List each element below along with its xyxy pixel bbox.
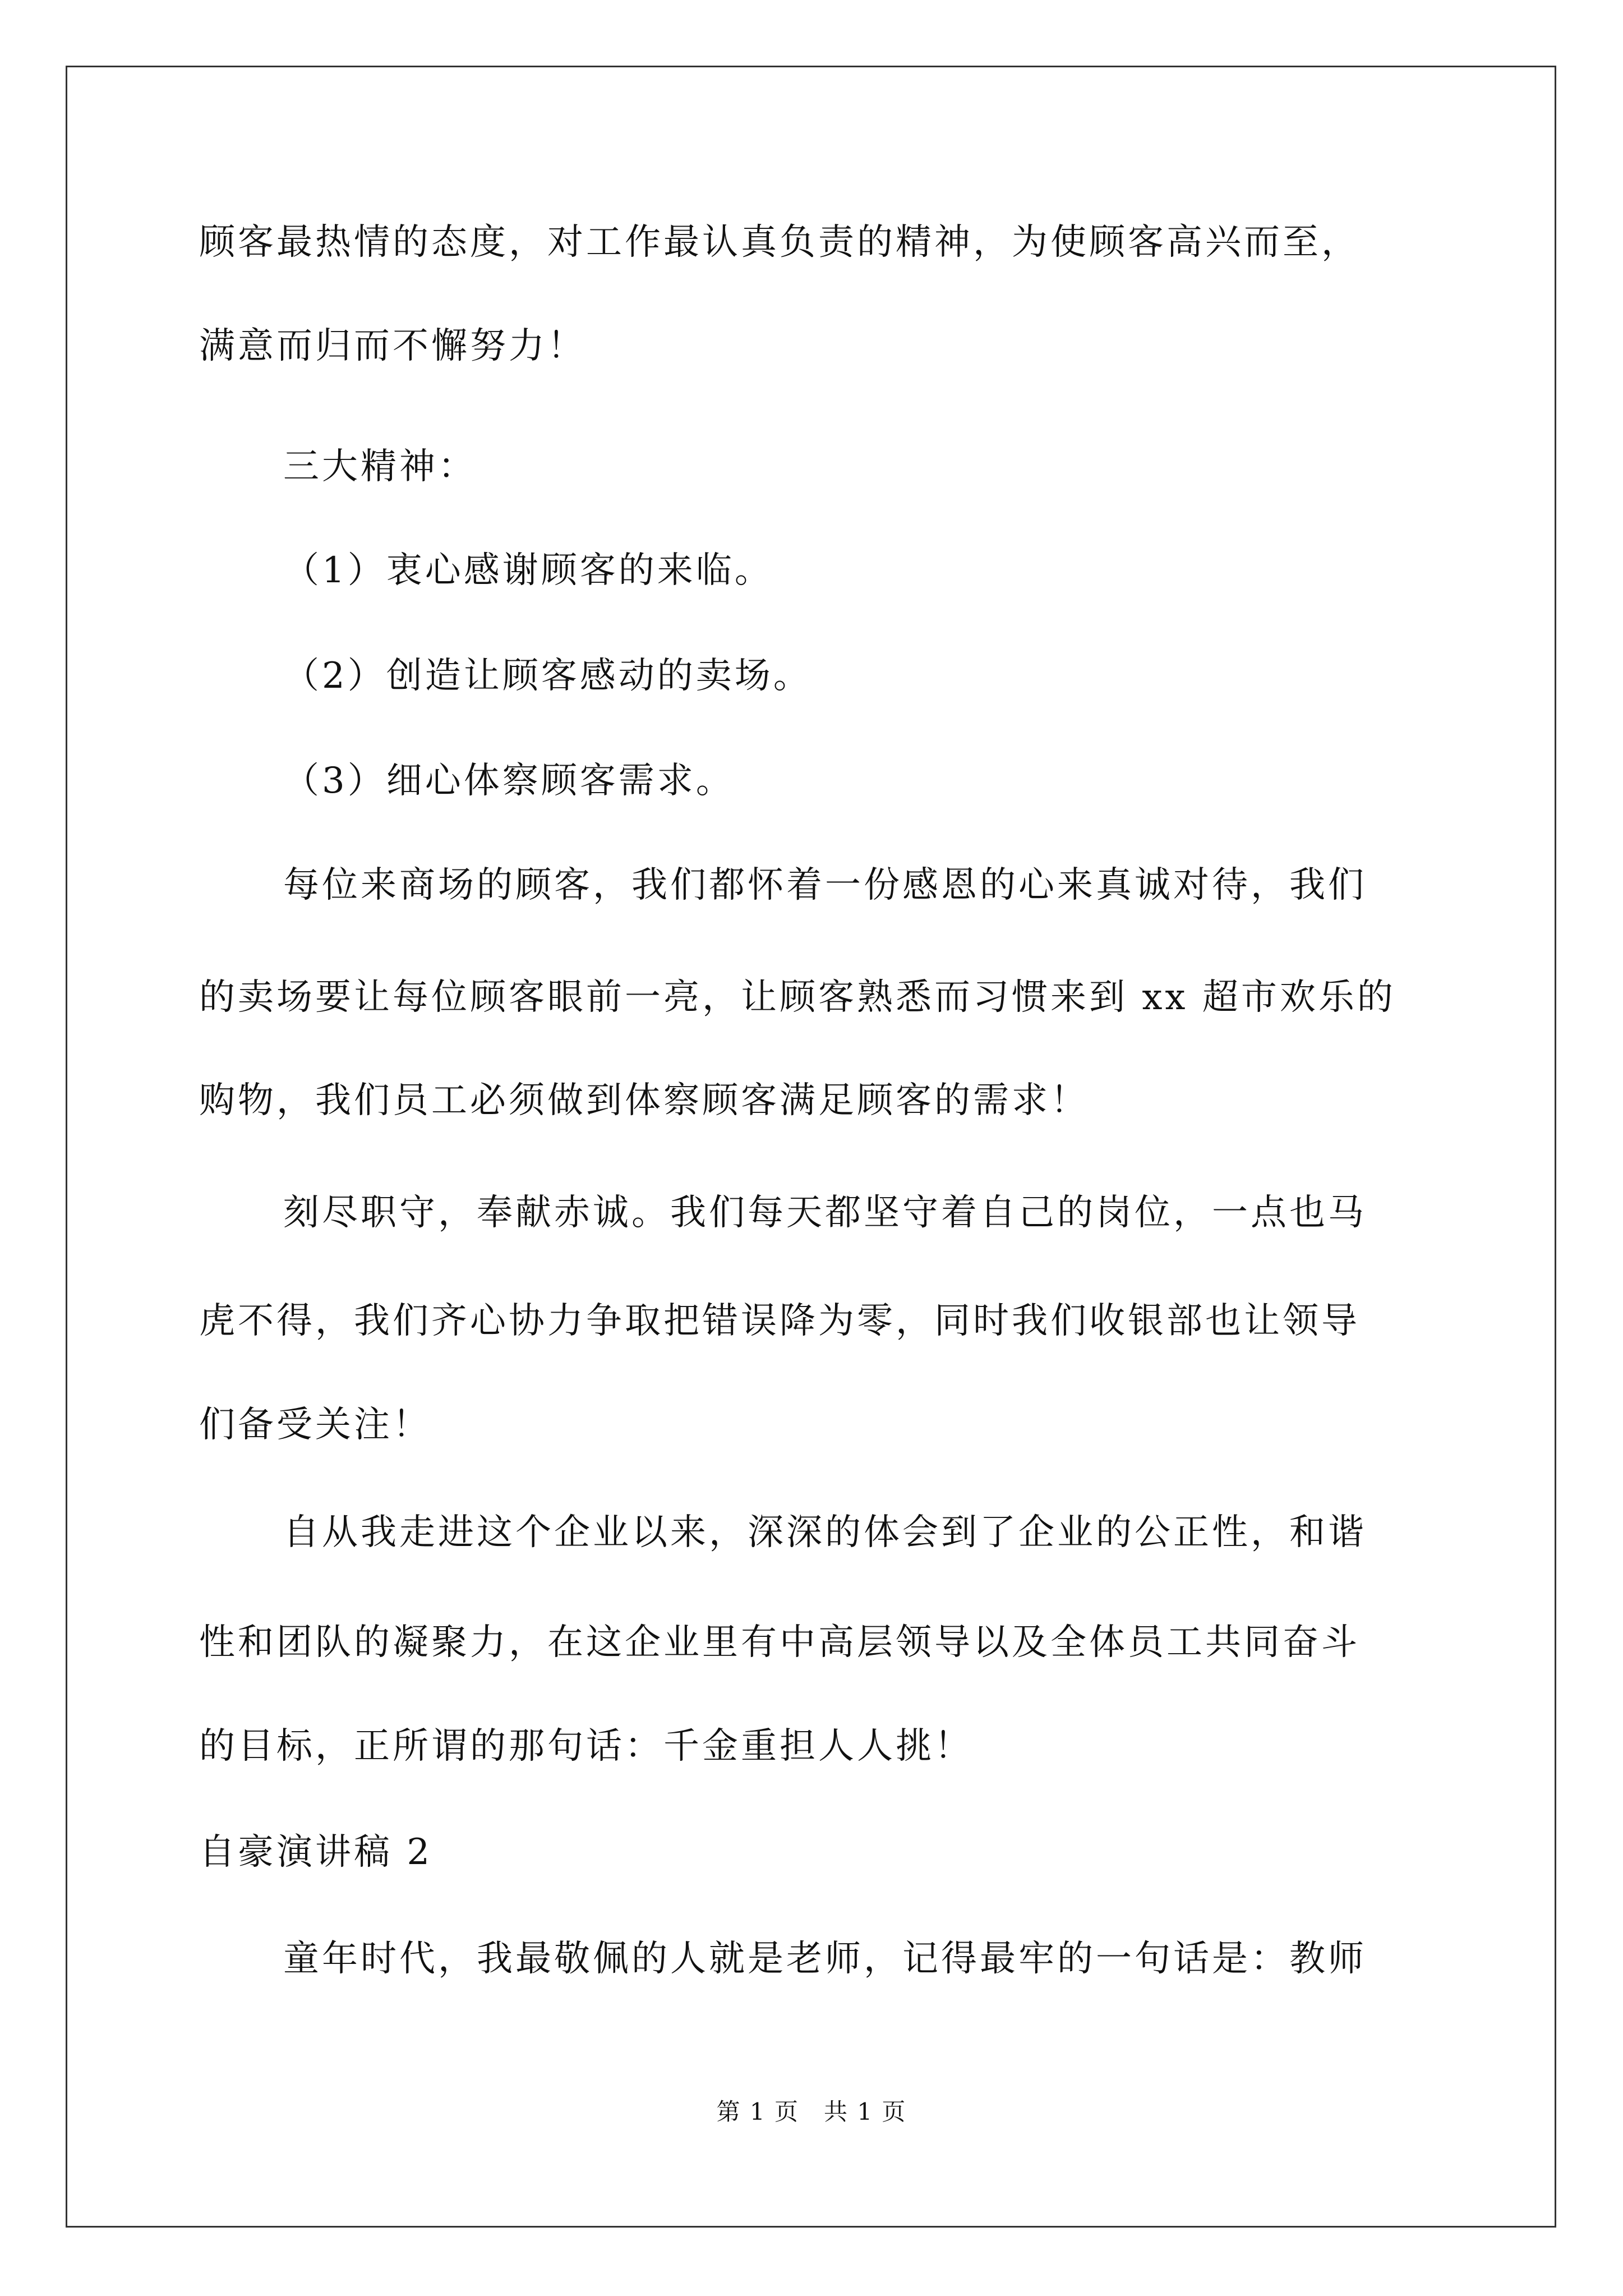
paragraph-line: 顾客最热情的态度，对工作最认真负责的精神，为使顾客高兴而至， <box>199 222 1360 263</box>
list-item: （1）衷心感谢顾客的来临。 <box>283 550 773 591</box>
paragraph-line: 的目标，正所谓的那句话：千金重担人人挑！ <box>199 1726 973 1767</box>
paragraph-line: 购物，我们员工必须做到体察顾客满足顾客的需求！ <box>199 1080 1089 1121</box>
page-border <box>66 66 1556 2228</box>
paragraph-line: 们备受关注！ <box>199 1404 431 1446</box>
paragraph-line: 性和团队的凝聚力，在这企业里有中高层领导以及全体员工共同奋斗 <box>199 1622 1360 1663</box>
paragraph-line: 三大精神： <box>283 446 477 487</box>
page-footer: 第 1 页 共 1 页 <box>716 2098 907 2125</box>
paragraph-line: 每位来商场的顾客，我们都怀着一份感恩的心来真诚对待，我们 <box>283 864 1367 906</box>
paragraph-line: 满意而归而不懈努力！ <box>199 325 586 367</box>
paragraph-line: 的卖场要让每位顾客眼前一亮，让顾客熟悉而习惯来到 xx 超市欢乐的 <box>199 977 1396 1018</box>
paragraph-line: 自从我走进这个企业以来，深深的体会到了企业的公正性，和谐 <box>283 1512 1367 1553</box>
list-item: （2）创造让顾客感动的卖场。 <box>283 655 812 697</box>
paragraph-line: 刻尽职守，奉献赤诚。我们每天都坚守着自己的岗位，一点也马 <box>283 1192 1367 1234</box>
list-item: （3）细心体察顾客需求。 <box>283 760 735 802</box>
paragraph-line: 虎不得，我们齐心协力争取把错误降为零，同时我们收银部也让领导 <box>199 1300 1360 1342</box>
section-heading: 自豪演讲稿 2 <box>199 1832 433 1873</box>
paragraph-line: 童年时代，我最敬佩的人就是老师，记得最牢的一句话是：教师 <box>283 1938 1367 1980</box>
